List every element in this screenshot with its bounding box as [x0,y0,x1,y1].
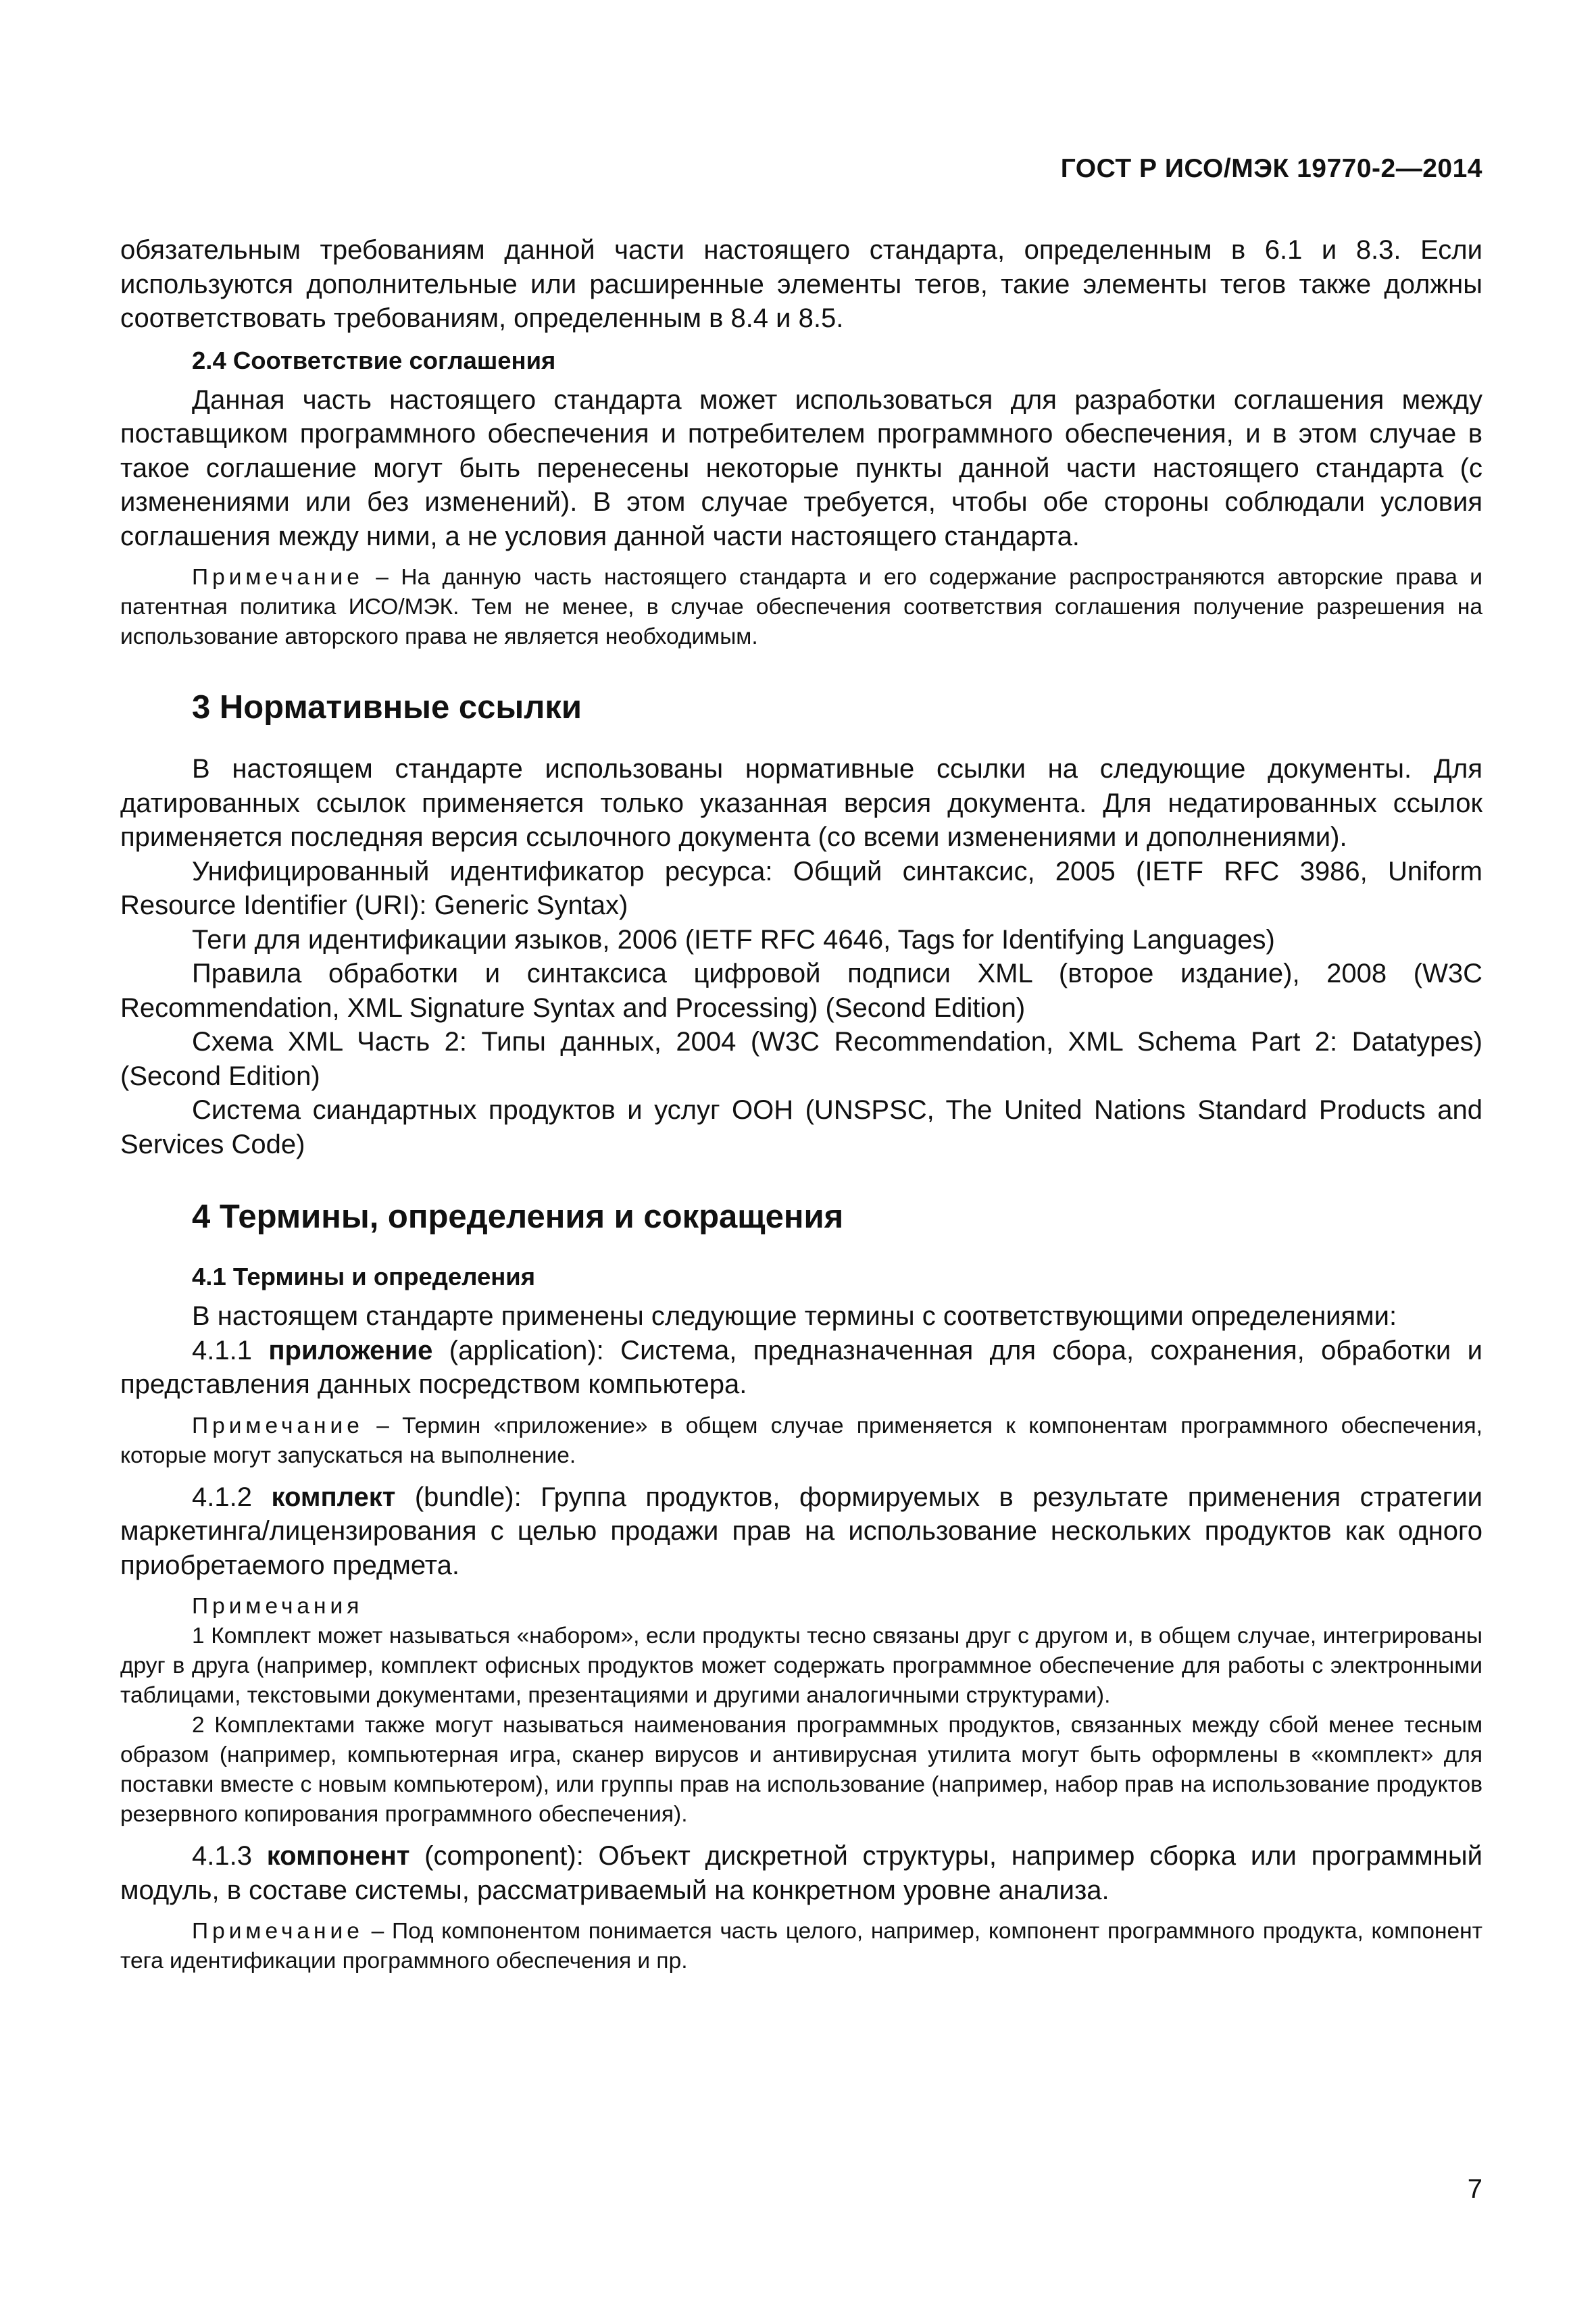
document-body [120,233,1482,1976]
note-label: Примечание [192,565,364,590]
term-definition: (bundle): Группа продуктов, формируемых в результате применения стратегии маркетинга/лицензирования с целью продажи прав на использование нескольких продуктов как одного приобретаемого предмета. [120,1482,1483,1580]
note-text: – Термин «приложение» в общем случае применяется к компонентам программного обеспечения, которые могут запускаться на выполнение. [120,1413,1482,1468]
note-text: – На данную часть настоящего стандарта и его содержание распространяются авторские права и патентная политика ИСО/МЭК. Тем не менее, в случае обеспечения соответствия соглашения получение разрешения на использование авторского права не является необходимым. [120,565,1482,649]
term-4-1-2-notes-label [120,1592,1482,1621]
document-page [120,0,1482,2314]
term-number: 4.1.3 [192,1841,267,1871]
term-4-1-2 [120,1480,1482,1583]
term-4-1-1 [120,1334,1482,1402]
term-definition: (application): Система, предназначенная для сбора, сохранения, обработки и представления данных посредством компьютера. [120,1335,1483,1399]
section-4-1-intro: В настоящем стандарте применены следующие термины с соответствующими определениями: [192,1301,1397,1331]
intro-paragraph: обязательным требованиям данной части настоящего стандарта, определенным в 6.1 и 8.3. Если используются дополнительные или расширенные элементы тегов, такие элементы тегов также должны соответствовать требованиям, определенным в 8.4 и 8.5. [120,235,1482,333]
note-text: – Под компонентом понимается часть целого, например, компонент программного продукта, компонент тега идентификации программного обеспечения и пр. [120,1919,1482,1973]
term-4-1-3 [120,1839,1482,1907]
reference-item: Унифицированный идентификатор ресурса: Общий синтаксис, 2005 (IETF RFC 3986, Uniform Resource Identifier (URI): Generic Syntax) [120,856,1482,920]
note-label: Примечание [192,1919,364,1944]
section-2-4-title: 2.4 Соответствие соглашения [192,346,556,374]
term-number: 4.1.1 [192,1335,269,1365]
reference-item: Система сиандартных продуктов и услуг ООН (UNSPSC, The United Nations Standard Products and Services Code) [120,1095,1482,1159]
reference-item: Схема XML Часть 2: Типы данных, 2004 (W3C Recommendation, XML Schema Part 2: Datatypes) (Second Edition) [120,1027,1482,1091]
section-3-paragraph: В настоящем стандарте использованы нормативные ссылки на следующие документы. Для датированных ссылок применяется только указанная версия документа. Для недатированных ссылок применяется последняя версия ссылочного документа (со всеми изменениями и дополнениями). [120,754,1482,852]
term-number: 4.1.2 [192,1482,272,1512]
section-4-title: 4 Термины, определения и сокращения [192,1199,844,1235]
section-2-4-paragraph: Данная часть настоящего стандарта может использоваться для разработки соглашения между поставщиком программного обеспечения и потребителем программного обеспечения, и в этом случае в такое соглашение могут быть перенесены некоторые пункты данной части настоящего стандарта (с изменениями или без изменений). В этом случае требуется, чтобы обе стороны соблюдали условия соглашения между ними, а не условия данной части настоящего стандарта. [120,384,1482,551]
note-label: Примечание [192,1413,364,1438]
term-4-1-2-note-2: 2 Комплектами также могут называться наименования программных продуктов, связанных между сбой менее тесным образом (например, компьютерная игра, сканер вирусов и антивирусная утилита могут быть оформлены в «комплект» для поставки вместе с новым компьютером), или группы прав на использование (например, набор прав на использование продуктов резервного копирования программного обеспечения). [120,1713,1482,1827]
notes-label: Примечания [192,1594,364,1619]
section-2-4-note [120,563,1482,652]
section-4-1-title: 4.1 Термины и определения [192,1263,536,1290]
term-4-1-2-note-1: 1 Комплект может называться «набором», если продукты тесно связаны друг с другом и, в общем случае, интегрированы друг в друга (например, комплект офисных продуктов может содержать программное обеспечение для работы с электронными таблицами, текстовыми документами, презентациями и другими аналогичными структурами). [120,1624,1482,1708]
term-name: приложение [268,1335,433,1365]
term-name: компонент [266,1841,410,1871]
page-number: 7 [1467,2174,1482,2204]
term-4-1-3-note [120,1917,1482,1976]
section-3-title: 3 Нормативные ссылки [192,689,582,726]
term-4-1-1-note [120,1411,1482,1471]
reference-item: Теги для идентификации языков, 2006 (IETF RFC 4646, Tags for Identifying Languages) [192,924,1275,955]
reference-item: Правила обработки и синтаксиса цифровой подписи XML (второе издание), 2008 (W3C Recommendation, XML Signature Syntax and Processing) (Second Edition) [120,959,1482,1023]
document-header: ГОСТ Р ИСО/МЭК 19770-2—2014 [1060,154,1482,183]
term-definition: (component): Объект дискретной структуры, например сборка или программный модуль, в составе системы, рассматриваемый на конкретном уровне анализа. [120,1841,1482,1905]
term-name: комплект [271,1482,396,1512]
